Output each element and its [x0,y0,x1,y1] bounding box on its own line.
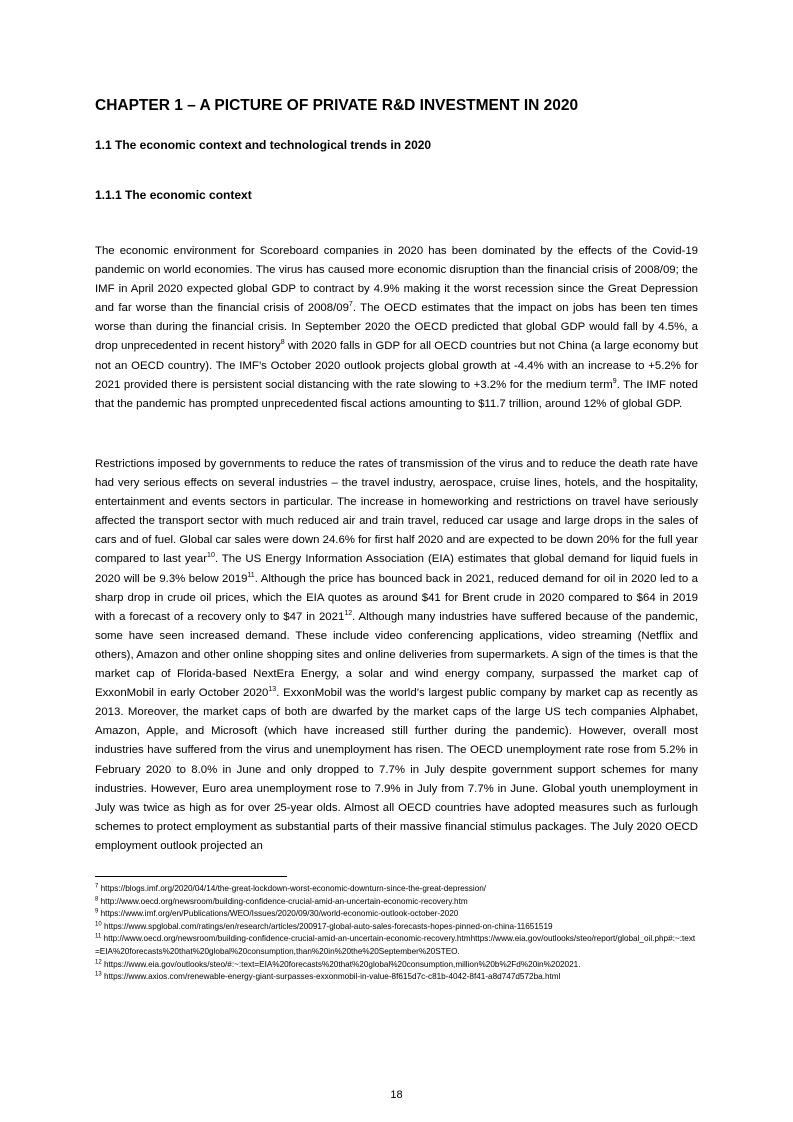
footnote [95,896,699,909]
footnote [95,971,699,984]
footnote-link[interactable]: https://blogs.imf.org/2020/04/14/the-great-lockdown-worst-economic-downturn-since-the-great-depression/ [98,884,487,893]
page-number: 18 [390,1089,403,1101]
body-paragraph [95,242,698,414]
paragraph-text: . ExxonMobil was the world’s largest public company by market cap as recently as 2013. Moreover, the market caps of both are dwarfed by the market caps of the large US tech companies Alphabet, Amazon, Apple, and Microsoft (which have increased still further during the pandemic). However, overall most industries have suffered from the virus and unemployment has risen. The OECD unemployment rate rose from 5.2% in February 2020 to 8.0% in June and only dropped to 7.7% in July despite government support schemes for many industries. However, Euro area unemployment rose to 7.9% in July from 7.7% in June. Global youth unemployment in July was twice as high as for over 25-year olds. Almost all OECD countries have adopted measures such as furlough schemes to protect employment as substantial parts of their massive financial stimulus packages. The July 2020 OECD employment outlook projected an [95,687,698,852]
body-paragraph [95,455,698,856]
paragraph-text: . The US Energy Information Association (EIA) estimates that global demand for liquid fuels in 2020 will be 9.3% below 2019 [95,553,699,585]
footnote-ref[interactable]: 7 [348,301,353,309]
subsection-title: 1.1.1 The economic context [95,188,252,202]
footnote-ref[interactable]: 8 [280,339,285,347]
footnote-link[interactable]: https://www.spglobal.com/ratings/en/research/articles/200917-global-auto-sales-forecasts-hopes-pinned-on-china-11651519 [101,921,553,931]
footnote [95,883,699,896]
footnote-ref[interactable]: 10 [207,552,215,560]
footnote [95,959,699,972]
footnote-ref[interactable]: 12 [344,609,353,617]
footnote-number: 7 [95,883,99,890]
footnote-number: 13 [95,971,102,978]
paragraph-text: . Although the price has bounced back in 2021, reduced demand for oil in 2020 led to a sharp drop in crude oil prices, which the EIA quotes as around $41 for Brent crude in 2020 compared to $64 in 2019 with a forecast of a recovery only to $47 in 2021 [95,572,698,623]
footnote-number: 9 [95,908,99,915]
footnote-link[interactable]: http://www.oecd.org/newsroom/building-confidence-crucial-amid-an-uncertain-economic-recovery.htm [98,896,468,906]
footnote-link[interactable]: https://www.axios.com/renewable-energy-giant-surpasses-exxonmobil-in-value-8f615d7c-c81b-4042-8f41-a8d747d572ba.html [101,972,561,982]
footnote-ref[interactable]: 13 [268,686,277,694]
footnote [95,908,699,921]
paragraph-text: The economic environment for Scoreboard companies in 2020 has been dominated by the effects of the Covid-19 pandemic on world economies. The virus has caused more economic disruption than the financial crisis of 2008/09; the IMF in April 2020 expected global GDP to contract by 4.9% making it the worst recession since the Great Depression and far worse than the financial crisis of 2008/09 [95,245,698,315]
footnote-ref[interactable]: 9 [612,377,617,385]
chapter-title: CHAPTER 1 – A PICTURE OF PRIVATE R&D INVESTMENT IN 2020 [95,97,579,114]
footnote-number: 11 [95,933,102,940]
paragraph-text: . The OECD estimates that the impact on jobs has been ten times worse than during the financial crisis. In September 2020 the OECD predicted that global GDP would fall by 4.5%, a drop unprecedented in recent history [95,302,698,353]
footnote-number: 12 [95,958,102,965]
paragraph-text: . Although many industries have suffered because of the pandemic, some have seen increased demand. These include video conferencing applications, video streaming (Netflix and others), Amazon and other online shopping sites and online deliveries from supermarkets. A sign of the times is that the market cap of Florida-based NextEra Energy, a solar and wind energy company, surpassed the market cap of ExxonMobil in early October 2020 [95,610,698,700]
section-title: 1.1 The economic context and technological trends in 2020 [95,138,432,152]
footnote-separator [95,876,287,877]
paragraph-text: with 2020 falls in GDP for all OECD countries but not China (a large economy but not an OECD country). The IMF’s October 2020 outlook projects global growth at -4.4% with an increase to +5.2% for 2021 provided there is persistent social distancing with the rate slowing to +3.2% for the medium term [95,340,698,391]
footnote [95,921,699,934]
paragraph-text: . The IMF noted that the pandemic has prompted unprecedented fiscal actions amounting to $11.7 trillion, around 12% of global GDP. [95,378,698,410]
footnote-number: 8 [95,895,99,902]
footnote-link[interactable]: https://www.eia.gov/outlooks/steo/#:~:text=EIA%20forecasts%20that%20global%20consumption,million%20b%2Fd%20in%202021. [101,959,581,969]
footnote-link[interactable]: https://www.imf.org/en/Publications/WEO/Issues/2020/09/30/world-economic-outlook-october-2020 [98,909,459,919]
footnote [95,933,699,958]
footnote-ref[interactable]: 11 [247,571,255,579]
footnote-link[interactable]: http://www.oecd.org/newsroom/building-confidence-crucial-amid-an-uncertain-economic-recovery.htmhttps://www.eia.gov/outlooks/steo/report/global_oil.php#:~:text=EIA%20forecasts%20that%20global%20consumption,than%20in%20the%20September%20STEO. [95,934,696,956]
paragraph-text: Restrictions imposed by governments to reduce the rates of transmission of the virus and to reduce the death rate have had very serious effects on several industries – the travel industry, aerospace, cruise lines, hotels, and the hospitality, entertainment and events sectors in particular. The increase in homeworking and restrictions on travel have seriously affected the transport sector with much reduced air and train travel, reduced car usage and large drops in the sales of cars and of fuel. Global car sales were down 24.6% for first half 2020 and are expected to be down 20% for the full year compared to last year [95,458,698,566]
footnotes [95,883,699,984]
footnote-number: 10 [95,921,102,928]
